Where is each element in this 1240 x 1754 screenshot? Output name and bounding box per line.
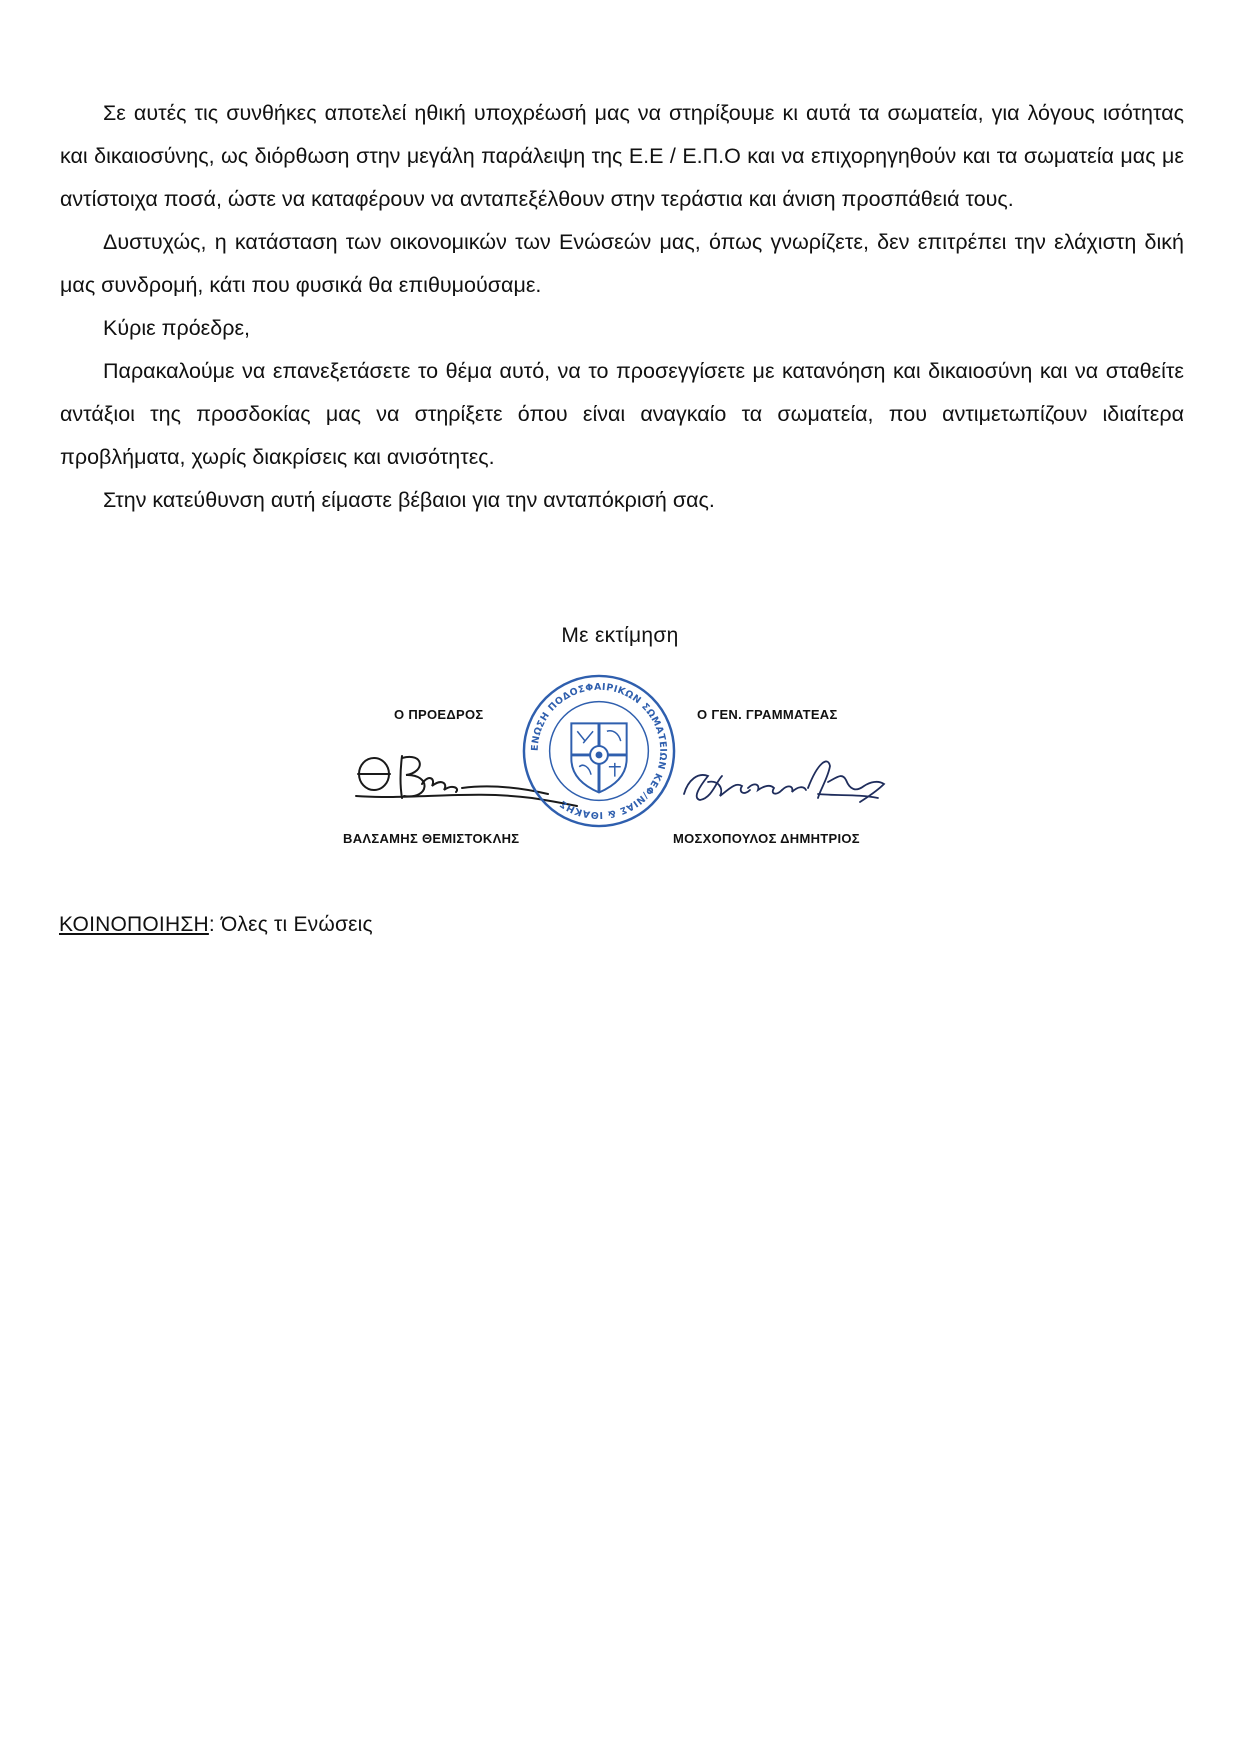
union-seal — [520, 672, 678, 830]
paragraph-request: Παρακαλούμε να επανεξετάσετε το θέμα αυτό, να το προσεγγίσετε με κατανόηση και δικαιοσύνη και να σταθείτε αντάξιοι της προσδοκίας μας να στηρίξετε όπου είναι αναγκαίο τα σωματεία, που αντιμετωπίζουν ιδιαίτερα προβλήματα, χωρίς διακρίσεις και ανισότητες. — [60, 359, 1184, 469]
president-name: ΒΑΛΣΑΜΗΣ ΘΕΜΙΣΤΟΚΛΗΣ — [343, 831, 520, 846]
cc-value: Όλες τι Ενώσεις — [220, 913, 373, 936]
paragraph-support-clubs: Σε αυτές τις συνθήκες αποτελεί ηθική υποχρέωσή μας να στηρίξουμε κι αυτά τα σωματεία, για λόγους ισότητας και δικαιοσύνης, ως διόρθωση στην μεγάλη παράλειψη της Ε.Ε / Ε.Π.Ο και να επιχορηγηθούν και τα σωματεία μας με αντίστοιχα ποσά, ώστε να καταφέρουν να ανταπεξέλθουν στην τεράστια και άνιση προσπάθειά τους. — [60, 101, 1184, 211]
president-title: Ο ΠΡΟΕΔΡΟΣ — [394, 707, 484, 722]
secretary-signature — [678, 742, 893, 814]
letter-body — [60, 92, 1184, 522]
cc-separator: : — [208, 913, 221, 936]
cc-label: ΚΟΙΝΟΠΟΙΗΣΗ — [59, 913, 209, 936]
seal-text: ΕΝΩΣΗ ΠΟΔΟΣΦΑΙΡΙΚΩΝ ΣΩΜΑΤΕΙΩΝ ΚΕΦ/ΝΙΑΣ & ΙΘΑΚΗΣ — [529, 681, 669, 821]
paragraph-finances: Δυστυχώς, η κατάσταση των οικονομικών των Ενώσεών μας, όπως γνωρίζετε, δεν επιτρέπει την ελάχιστη δική μας συνδρομή, κάτι που φυσικά θα επιθυμούσαμε. — [60, 230, 1184, 297]
paragraph-salutation: Κύριε πρόεδρε, — [103, 316, 251, 340]
carbon-copy — [59, 913, 373, 937]
secretary-title: Ο ΓΕΝ. ΓΡΑΜΜΑΤΕΑΣ — [697, 707, 838, 722]
closing-regards: Με εκτίμηση — [561, 624, 679, 647]
secretary-name: ΜΟΣΧΟΠΟΥΛΟΣ ΔΗΜΗΤΡΙΟΣ — [673, 831, 860, 846]
paragraph-conclusion: Στην κατεύθυνση αυτή είμαστε βέβαιοι για την ανταπόκρισή σας. — [103, 488, 715, 512]
